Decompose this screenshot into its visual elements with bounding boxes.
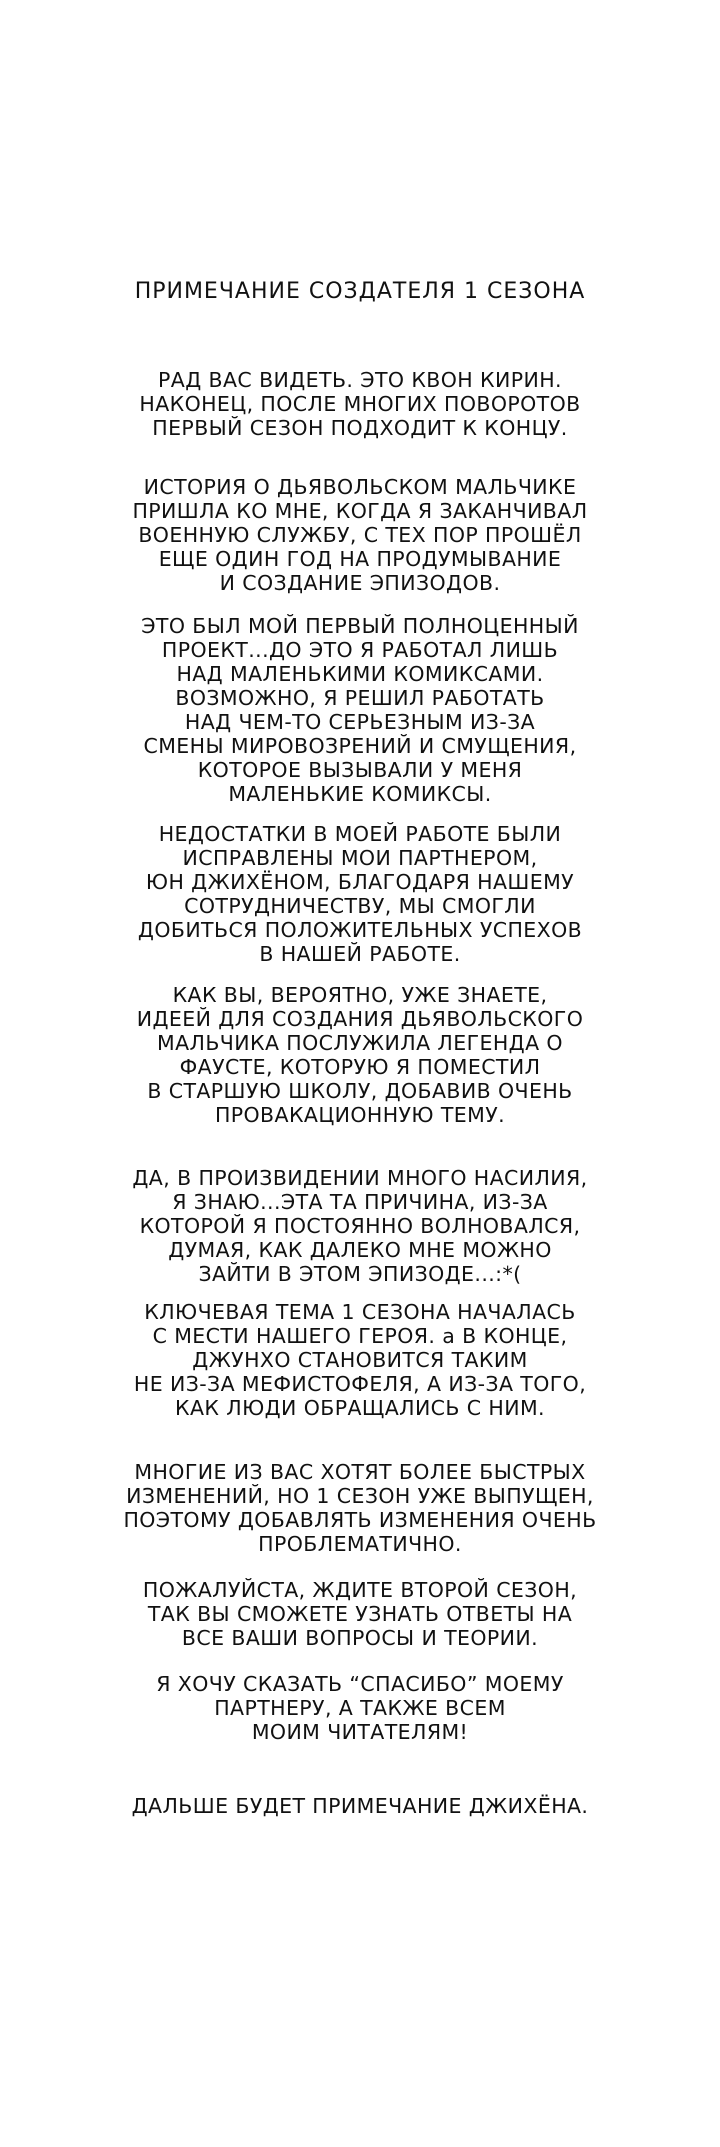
paragraph-thanks: Я ХОЧУ СКАЗАТЬ “СПАСИБО” МОЕМУ ПАРТНЕРУ, А ТАКЖЕ ВСЕМ МОИМ ЧИТАТЕЛЯМ!	[156, 1672, 564, 1744]
paragraph-changes: МНОГИЕ ИЗ ВАС ХОТЯТ БОЛЕЕ БЫСТРЫХ ИЗМЕНЕНИЙ, НО 1 СЕЗОН УЖЕ ВЫПУЩЕН, ПОЭТОМУ ДОБАВЛЯТЬ ИЗМЕНЕНИЯ ОЧЕНЬ ПРОБЛЕМАТИЧНО.	[123, 1460, 597, 1556]
paragraph-greeting: РАД ВАС ВИДЕТЬ. ЭТО КВОН КИРИН. НАКОНЕЦ, ПОСЛЕ МНОГИХ ПОВОРОТОВ ПЕРВЫЙ СЕЗОН ПОДХОДИТ К КОНЦУ.	[139, 368, 581, 440]
paragraph-story-origin: ИСТОРИЯ О ДЬЯВОЛЬСКОМ МАЛЬЧИКЕ ПРИШЛА КО МНЕ, КОГДА Я ЗАКАНЧИВАЛ ВОЕННУЮ СЛУЖБУ, С ТЕХ ПОР ПРОШЁЛ ЕЩЕ ОДИН ГОД НА ПРОДУМЫВАНИЕ И СОЗДАНИЕ ЭПИЗОДОВ.	[132, 475, 588, 595]
paragraph-key-theme: КЛЮЧЕВАЯ ТЕМА 1 СЕЗОНА НАЧАЛАСЬ С МЕСТИ НАШЕГО ГЕРОЯ. а В КОНЦЕ, ДЖУНХО СТАНОВИТСЯ ТАКИМ НЕ ИЗ-ЗА МЕФИСТОФЕЛЯ, А ИЗ-ЗА ТОГО, КАК ЛЮДИ ОБРАЩАЛИСЬ С НИМ.	[133, 1300, 587, 1420]
page-title: ПРИМЕЧАНИЕ СОЗДАТЕЛЯ 1 СЕЗОНА	[134, 279, 586, 304]
paragraph-partner: НЕДОСТАТКИ В МОЕЙ РАБОТЕ БЫЛИ ИСПРАВЛЕНЫ МОИ ПАРТНЕРОМ, ЮН ДЖИХЁНОМ, БЛАГОДАРЯ НАШЕМУ СОТРУДНИЧЕСТВУ, МЫ СМОГЛИ ДОБИТЬСЯ ПОЛОЖИТЕЛЬНЫХ УСПЕХОВ В НАШЕЙ РАБОТЕ.	[137, 822, 583, 966]
closing-line: ДАЛЬШЕ БУДЕТ ПРИМЕЧАНИЕ ДЖИХЁНА.	[131, 1794, 589, 1818]
paragraph-second-season: ПОЖАЛУЙСТА, ЖДИТЕ ВТОРОЙ СЕЗОН, ТАК ВЫ СМОЖЕТЕ УЗНАТЬ ОТВЕТЫ НА ВСЕ ВАШИ ВОПРОСЫ И ТЕОРИИ.	[142, 1578, 578, 1650]
paragraph-violence: ДА, В ПРОИЗВИДЕНИИ МНОГО НАСИЛИЯ, Я ЗНАЮ...ЭТА ТА ПРИЧИНА, ИЗ-ЗА КОТОРОЙ Я ПОСТОЯННО ВОЛНОВАЛСЯ, ДУМАЯ, КАК ДАЛЕКО МНЕ МОЖНО ЗАЙТИ В ЭТОМ ЭПИЗОДЕ...:*(	[132, 1166, 588, 1286]
paragraph-faust-legend: КАК ВЫ, ВЕРОЯТНО, УЖЕ ЗНАЕТЕ, ИДЕЕЙ ДЛЯ СОЗДАНИЯ ДЬЯВОЛЬСКОГО МАЛЬЧИКА ПОСЛУЖИЛА ЛЕГЕНДА О ФАУСТЕ, КОТОРУЮ Я ПОМЕСТИЛ В СТАРШУЮ ШКОЛУ, ДОБАВИВ ОЧЕНЬ ПРОВАКАЦИОННУЮ ТЕМУ.	[136, 983, 584, 1127]
paragraph-first-project: ЭТО БЫЛ МОЙ ПЕРВЫЙ ПОЛНОЦЕННЫЙ ПРОЕКТ...ДО ЭТО Я РАБОТАЛ ЛИШЬ НАД МАЛЕНЬКИМИ КОМИКСАМИ. ВОЗМОЖНО, Я РЕШИЛ РАБОТАТЬ НАД ЧЕМ-ТО СЕРЬЕЗНЫМ ИЗ-ЗА СМЕНЫ МИРОВОЗРЕНИЙ И СМУЩЕНИЯ, КОТОРОЕ ВЫЗЫВАЛИ У МЕНЯ МАЛЕНЬКИЕ КОМИКСЫ.	[141, 614, 579, 806]
